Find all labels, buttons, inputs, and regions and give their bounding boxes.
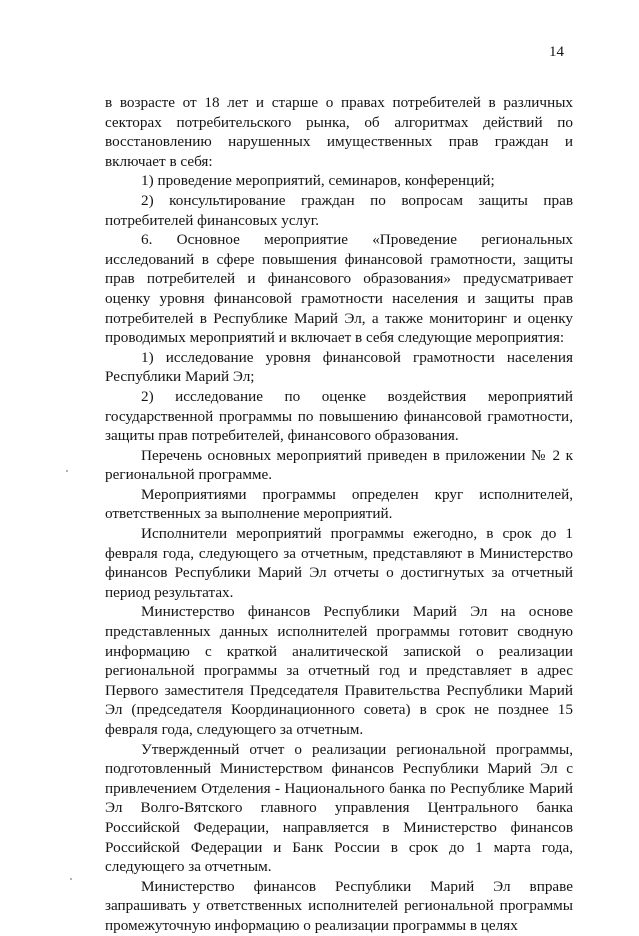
page-number: 14 bbox=[549, 44, 564, 60]
paragraph-interim-requests: Министерство финансов Республики Марий Эл вправе запрашивать у ответственных исполнителей региональной программы промежуточную информацию о реализации программы в целях bbox=[105, 877, 573, 934]
scan-speck bbox=[66, 470, 68, 472]
paragraph-reporting-deadline: Исполнители мероприятий программы ежегодно, в срок до 1 февраля года, следующего за отчетным, представляют в Министерство финансов Республики Марий Эл отчеты о достигнутых за отчетный период результатах. bbox=[105, 525, 573, 601]
paragraph-approved-report: Утвержденный отчет о реализации региональной программы, подготовленный Министерством финансов Республики Марий Эл с привлечением Отделения - Национального банка по Республике Марий Эл Волго-Вятского главного управления Центрального банка Российской Федерации, направляется в Министерство финансов Российской Федерации и Банк России в срок до 1 марта года, следующего за отчетным. bbox=[105, 740, 573, 876]
paragraph-executors: Мероприятиями программы определен круг исполнителей, ответственных за выполнение мероприятий. bbox=[105, 485, 573, 523]
scan-speck bbox=[70, 878, 72, 880]
paragraph-continuation: в возрасте от 18 лет и старше о правах потребителей в различных секторах потребительского рынка, об алгоритмах действий по восстановлению нарушенных имущественных прав граждан и включает в себя: bbox=[105, 94, 573, 170]
list-item-events: 1) проведение мероприятий, семинаров, конференций; bbox=[141, 172, 495, 190]
paragraph-activities-list: Перечень основных мероприятий приведен в приложении № 2 к региональной программе. bbox=[105, 446, 573, 484]
document-body bbox=[105, 93, 573, 936]
paragraph-main-activity-6: 6. Основное мероприятие «Проведение региональных исследований в сфере повышения финансовой грамотности, защиты прав потребителей и финансового образования» предусматривает оценку уровня финансовой грамотности населения и защиты прав потребителей в Республике Марий Эл, а также мониторинг и оценку проводимых мероприятий и включает в себя следующие мероприятия: bbox=[105, 231, 573, 347]
list-item-literacy-research: 1) исследование уровня финансовой грамотности населения Республики Марий Эл; bbox=[105, 348, 573, 386]
paragraph-ministry-summary: Министерство финансов Республики Марий Эл на основе представленных данных исполнителей программы готовит сводную информацию с краткой аналитической запиской о реализации региональной программы за отчетный год и представляет в адрес Первого заместителя Председателя Правительства Республики Марий Эл (председателя Координационного совета) в срок не позднее 15 февраля года, следующего за отчетным. bbox=[105, 603, 573, 738]
list-item-consulting: 2) консультирование граждан по вопросам защиты прав потребителей финансовых услуг. bbox=[105, 191, 573, 229]
list-item-impact-assessment: 2) исследование по оценке воздействия мероприятий государственной программы по повышению финансовой грамотности, защиты прав потребителей, финансового образования. bbox=[105, 387, 573, 445]
